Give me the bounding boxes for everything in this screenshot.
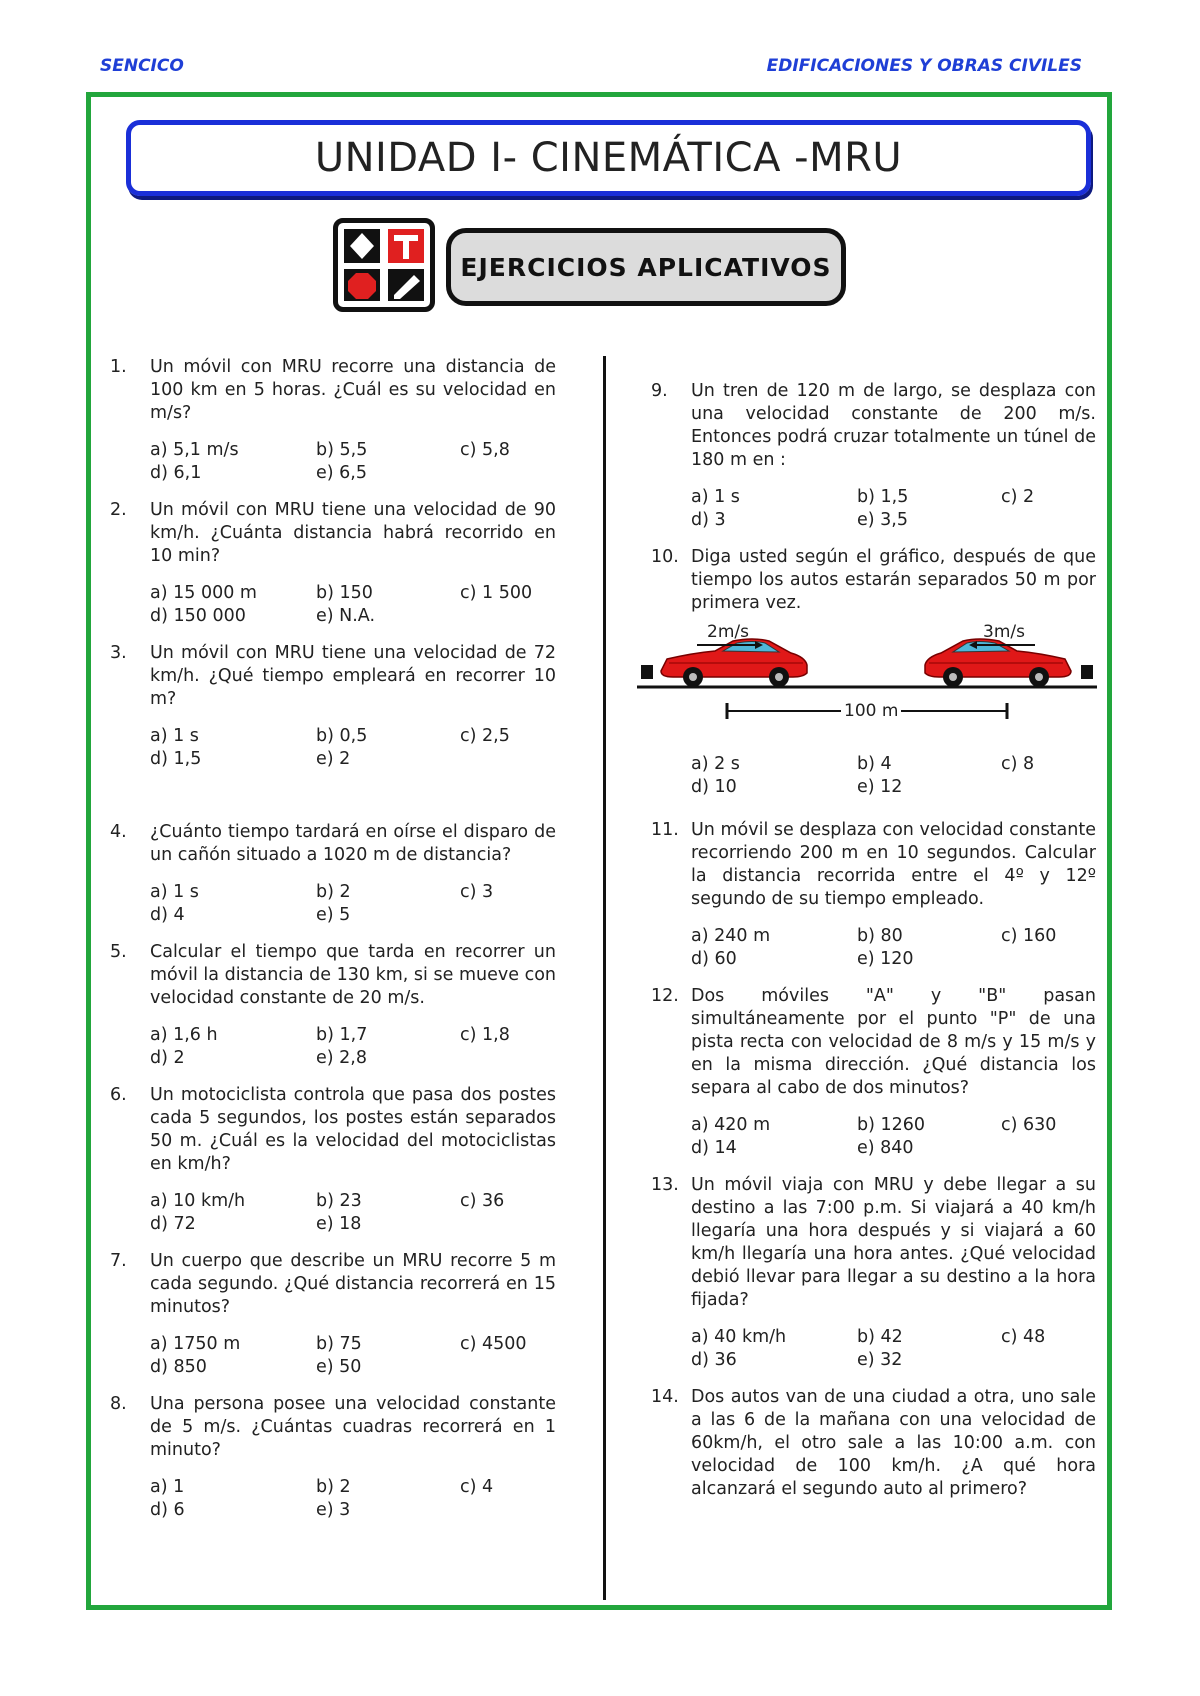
question-item [651,819,1096,971]
question-text: ¿Cuánto tiempo tardará en oírse el disparo de un cañón situado a 1020 m de distancia? [150,822,556,865]
answer-option: a) 1 s [150,726,199,746]
answer-option: c) 2,5 [460,726,510,746]
answer-option: c) 1,8 [460,1025,510,1045]
answer-option: c) 4500 [460,1334,527,1354]
right-speed-label: 3m/s [983,622,1025,642]
question-row [651,819,1096,911]
answer-option: d) 2 [150,1048,185,1068]
question-item [110,1393,556,1522]
answer-option: a) 1 [150,1477,185,1497]
answer-options [150,725,556,771]
answer-options [691,1326,1096,1372]
question-row [651,546,1096,615]
answer-option: e) 2 [316,749,351,769]
answer-option: c) 3 [460,882,494,902]
answer-option: d) 3 [691,510,726,530]
question-text: Diga usted según el gráfico, después de que tiempo los autos estarán separados 50 m por primera vez. [691,547,1096,613]
question-text: Un móvil con MRU recorre una distancia de 100 km en 5 horas. ¿Cuál es su velocidad en m/s? [150,357,556,423]
question-number: 4. [110,822,127,842]
answer-options [691,925,1096,971]
answer-option: e) 120 [857,949,914,969]
question-item [651,1386,1096,1501]
answer-option: b) 1,7 [316,1025,368,1045]
question-text: Un móvil viaja con MRU y debe llegar a su destino a las 7:00 p.m. Si viajará a 40 km/h llegaría una hora después y si viajará a 60 km/h llegaría una hora antes. ¿Qué velocidad debió llevar para llegar a su destino a la hora fijada? [691,1175,1096,1310]
answer-option: e) 32 [857,1350,903,1370]
answer-option: a) 420 m [691,1115,771,1135]
question-number: 1. [110,357,127,377]
answer-option: d) 6,1 [150,463,202,483]
question-number: 10. [651,547,679,567]
question-row [110,1250,556,1319]
question-number: 12. [651,986,679,1006]
question-item [110,499,556,628]
header-right: EDIFICACIONES Y OBRAS CIVILES [766,56,1082,76]
question-item [110,941,556,1070]
question-text: Calcular el tiempo que tarda en recorrer un móvil la distancia de 130 km, si se mueve con velocidad constante de 20 m/s. [150,942,556,1008]
answer-option: a) 1 s [150,882,199,902]
answer-option: b) 0,5 [316,726,368,746]
question-text: Un móvil con MRU tiene una velocidad de 90 km/h. ¿Cuánta distancia habrá recorrido en 10 min? [150,500,556,566]
answer-options [691,486,1096,532]
answer-options [150,582,556,628]
header-left: SENCICO [100,56,184,76]
answer-options [150,439,556,485]
answer-options [150,1476,556,1522]
answer-option: e) 840 [857,1138,914,1158]
answer-option: e) N.A. [316,606,376,626]
answer-option: c) 5,8 [460,440,510,460]
question-row [651,985,1096,1100]
title-box [126,120,1091,196]
question-row [110,1393,556,1462]
question-text: Un móvil se desplaza con velocidad constante recorriendo 200 m en 10 segundos. Calcular la distancia recorrida entre el 4º y 12º segundo de su tiempo empleado. [691,820,1096,909]
question-number: 9. [651,381,668,401]
question-row [651,1174,1096,1312]
answer-options [150,1333,556,1379]
question-number: 11. [651,820,679,840]
answer-option: c) 36 [460,1191,505,1211]
answer-option: a) 40 km/h [691,1327,787,1347]
answer-option: e) 5 [316,905,351,925]
question-text: Un móvil con MRU tiene una velocidad de 72 km/h. ¿Qué tiempo empleará en recorrer 10 m? [150,643,556,709]
answer-option: d) 14 [691,1138,737,1158]
answer-option: d) 850 [150,1357,207,1377]
question-text: Un motociclista controla que pasa dos postes cada 5 segundos, los postes están separados 50 m. ¿Cuál es la velocidad del motociclistas en km/h? [150,1085,556,1174]
question-text: Dos autos van de una ciudad a otra, uno sale a las 6 de la mañana con una velocidad de 60km/h, el otro sale a las 10:00 a.m. con velocidad de 100 km/h. ¿A qué hora alcanzará el segundo auto al primero? [691,1387,1096,1499]
question-item [651,380,1096,532]
answer-option: e) 18 [316,1214,362,1234]
answer-option: d) 36 [691,1350,737,1370]
question-item [651,1174,1096,1372]
answer-option: d) 72 [150,1214,196,1234]
question-item [651,985,1096,1160]
answer-option: b) 150 [316,583,373,603]
answer-option: b) 1,5 [857,487,909,507]
answer-option: c) 8 [1001,754,1035,774]
question-text: Un cuerpo que describe un MRU recorre 5 m cada segundo. ¿Qué distancia recorrerá en 15 minutos? [150,1251,556,1317]
answer-option: e) 12 [857,777,903,797]
question-number: 14. [651,1387,679,1407]
question-number: 3. [110,643,127,663]
answer-option: d) 60 [691,949,737,969]
answer-option: c) 4 [460,1477,494,1497]
column-divider [603,356,606,1600]
answer-option: a) 1,6 h [150,1025,218,1045]
answer-option: b) 42 [857,1327,903,1347]
question-row [110,941,556,1010]
right-car [925,639,1071,687]
answer-option: b) 1260 [857,1115,926,1135]
question-item [651,546,1096,799]
left-column [110,356,556,1536]
answer-option: c) 48 [1001,1327,1046,1347]
answer-option: b) 5,5 [316,440,368,460]
banner-text: EJERCICIOS APLICATIVOS [460,252,832,282]
page-title: UNIDAD I- CINEMÁTICA -MRU [314,135,903,181]
answer-options [150,1190,556,1236]
question-number: 13. [651,1175,679,1195]
answer-options [691,753,1096,799]
distance-label: 100 m [841,700,901,723]
answer-option: b) 2 [316,882,351,902]
answer-option: b) 4 [857,754,892,774]
question-text: Una persona posee una velocidad constante de 5 m/s. ¿Cuántas cuadras recorrerá en 1 minuto? [150,1394,556,1460]
answer-option: a) 5,1 m/s [150,440,239,460]
right-column [651,380,1096,1515]
answer-option: e) 3 [316,1500,351,1520]
section-banner [446,228,846,306]
answer-option: d) 10 [691,777,737,797]
sencico-logo [333,218,435,312]
answer-option: b) 23 [316,1191,362,1211]
answer-option: d) 6 [150,1500,185,1520]
answer-option: d) 1,5 [150,749,202,769]
answer-option: c) 2 [1001,487,1035,507]
answer-option: c) 630 [1001,1115,1057,1135]
answer-option: a) 2 s [691,754,740,774]
question-number: 8. [110,1394,127,1414]
answer-option: d) 150 000 [150,606,246,626]
question-item [110,1084,556,1236]
answer-option: b) 80 [857,926,903,946]
question-number: 7. [110,1251,127,1271]
answer-options [150,881,556,927]
question-row [651,380,1096,472]
left-speed-label: 2m/s [707,622,749,642]
answer-option: d) 4 [150,905,185,925]
answer-option: e) 3,5 [857,510,908,530]
answer-option: b) 2 [316,1477,351,1497]
question-row [110,821,556,867]
question-row [110,1084,556,1176]
question-row [651,1386,1096,1501]
answer-option: a) 1 s [691,487,740,507]
question-row [110,356,556,425]
answer-options [150,1024,556,1070]
answer-option: a) 240 m [691,926,771,946]
question-item [110,642,556,771]
question-text: Dos móviles "A" y "B" pasan simultáneamente por el punto "P" de una pista recta con velocidad de 8 m/s y 15 m/s y en la misma dirección. ¿Qué distancia los separa al cabo de dos minutos? [691,986,1096,1098]
question-number: 2. [110,500,127,520]
question-row [110,499,556,568]
question-number: 6. [110,1085,127,1105]
question-item [110,821,556,927]
question-text: Un tren de 120 m de largo, se desplaza con una velocidad constante de 200 m/s. Entonces podrá cruzar totalmente un túnel de 180 m en : [691,381,1096,470]
answer-options [691,1114,1096,1160]
car-figure [637,622,1097,735]
answer-option: e) 2,8 [316,1048,367,1068]
question-row [110,642,556,711]
answer-option: a) 15 000 m [150,583,257,603]
question-item [110,1250,556,1379]
answer-option: c) 1 500 [460,583,533,603]
left-car [661,639,807,687]
answer-option: a) 1750 m [150,1334,241,1354]
question-item [110,356,556,485]
answer-option: e) 50 [316,1357,362,1377]
answer-option: c) 160 [1001,926,1057,946]
answer-option: a) 10 km/h [150,1191,246,1211]
question-number: 5. [110,942,127,962]
answer-option: b) 75 [316,1334,362,1354]
answer-option: e) 6,5 [316,463,367,483]
